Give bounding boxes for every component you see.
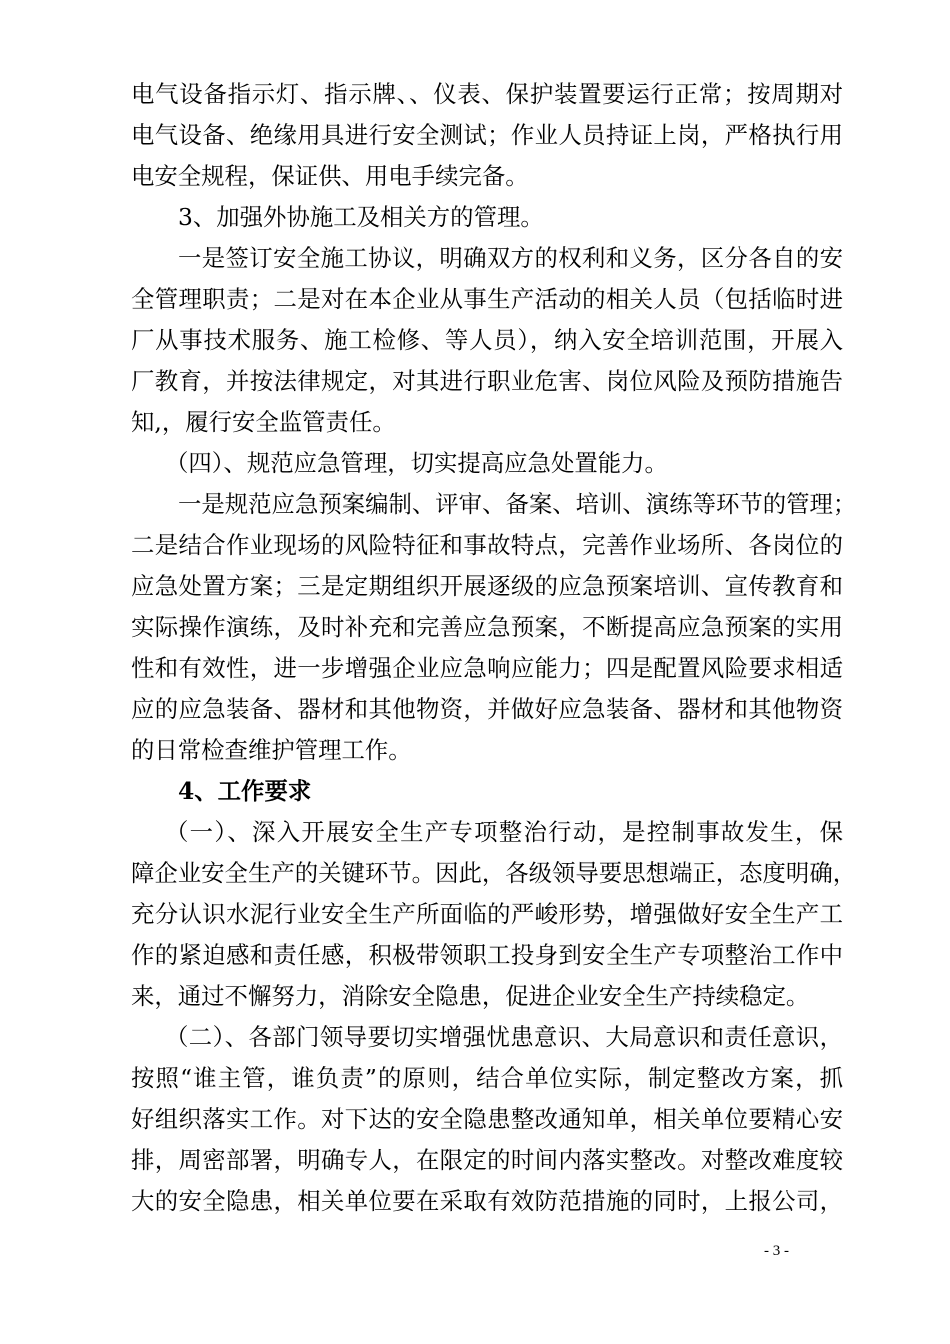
page-number: - 3 - — [764, 1243, 789, 1259]
text-line: （一）、深入开展安全生产专项整治行动，是控制事故发生，保 — [165, 818, 843, 846]
text-line: 作的紧迫感和责任感，积极带领职工投身到安全生产专项整治工作中 — [131, 941, 843, 969]
document-body — [131, 74, 857, 1222]
text-line: 排，周密部署，明确专人，在限定的时间内落实整改。对整改难度较 — [131, 1146, 843, 1174]
section-heading: 4、工作要求 — [178, 777, 312, 805]
section-heading: 3、加强外协施工及相关方的管理。 — [178, 203, 544, 231]
text-line: 电安全规程，保证供、用电手续完备。 — [131, 162, 529, 190]
text-line: 厂教育，并按法律规定，对其进行职业危害、岗位风险及预防措施告 — [131, 367, 843, 395]
text-line: 一是签订安全施工协议，明确双方的权利和义务，区分各自的安 — [178, 244, 843, 272]
text-line: 一是规范应急预案编制、评审、备案、培训、演练等环节的管理； — [178, 490, 857, 518]
text-line: 好组织落实工作。对下达的安全隐患整改通知单，相关单位要精心安 — [131, 1105, 843, 1133]
text-line: 知,，履行安全监管责任。 — [131, 408, 396, 436]
text-line: 障企业安全生产的关键环节。因此，各级领导要思想端正，态度明确， — [131, 859, 857, 887]
text-line: 二是结合作业现场的风险特征和事故特点，完善作业场所、各岗位的 — [131, 531, 843, 559]
text-line: 充分认识水泥行业安全生产所面临的严峻形势，增强做好安全生产工 — [131, 900, 843, 928]
text-line: 应的应急装备、器材和其他物资，并做好应急装备、器材和其他物资 — [131, 695, 843, 723]
text-line: 的日常检查维护管理工作。 — [131, 736, 412, 764]
text-line: 电气设备指示灯、指示牌、、仪表、保护装置要运行正常；按周期对 — [131, 80, 843, 108]
text-line: 厂从事技术服务、施工检修、等人员），纳入安全培训范围，开展入 — [131, 326, 843, 354]
text-line: 按照“谁主管，谁负责”的原则，结合单位实际，制定整改方案，抓 — [131, 1064, 843, 1092]
text-line: 全管理职责；二是对在本企业从事生产活动的相关人员（包括临时进 — [131, 285, 843, 313]
text-line: 应急处置方案；三是定期组织开展逐级的应急预案培训、宣传教育和 — [131, 572, 843, 600]
text-line: 实际操作演练，及时补充和完善应急预案，不断提高应急预案的实用 — [131, 613, 843, 641]
text-line: 大的安全隐患，相关单位要在采取有效防范措施的同时，上报公司， — [131, 1187, 843, 1215]
text-line: 性和有效性，进一步增强企业应急响应能力；四是配置风险要求相适 — [131, 654, 843, 682]
section-heading: （四）、规范应急管理，切实提高应急处置能力。 — [165, 449, 668, 477]
text-line: 来，通过不懈努力，消除安全隐患，促进企业安全生产持续稳定。 — [131, 982, 810, 1010]
text-line: （二）、各部门领导要切实增强忧患意识、大局意识和责任意识， — [165, 1023, 843, 1051]
text-line: 电气设备、绝缘用具进行安全测试；作业人员持证上岗，严格执行用 — [131, 121, 843, 149]
